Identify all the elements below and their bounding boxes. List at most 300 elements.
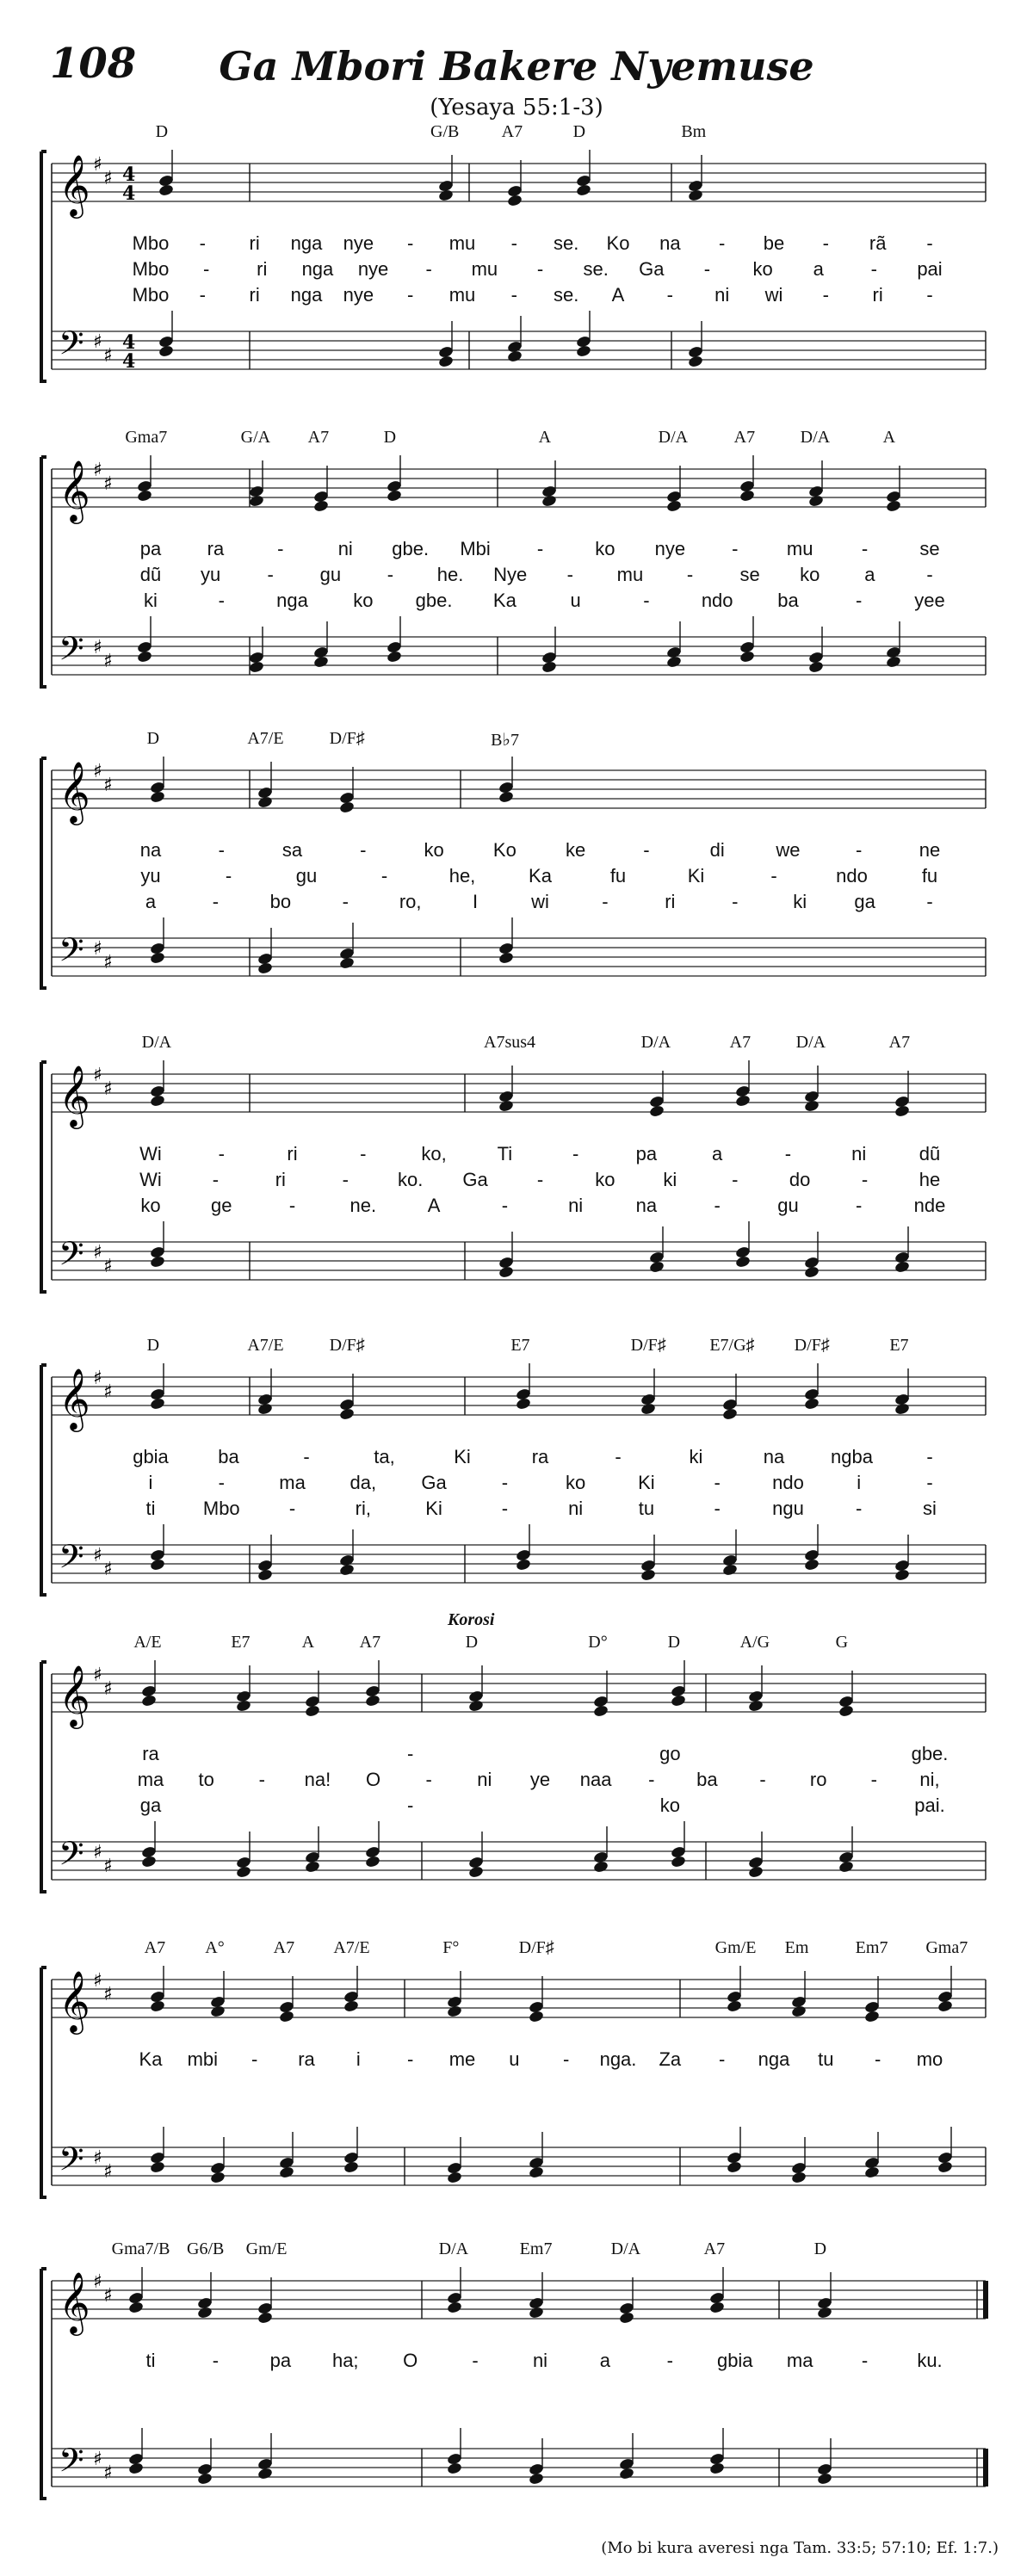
lyric-syllable: ko <box>424 839 444 861</box>
lyric-syllable: ko, <box>421 1143 447 1164</box>
lyric-syllable: - <box>199 284 206 306</box>
lyric-syllable: gbe. <box>392 538 430 559</box>
lyric-syllable: mu <box>471 258 498 280</box>
lyric-syllable: - <box>615 1446 622 1467</box>
time-signature: 4 <box>122 331 136 354</box>
lyric-syllable: Mbo <box>132 258 170 280</box>
lyric-syllable: Mbo <box>132 232 170 254</box>
lyric-syllable: Ti <box>497 1143 513 1164</box>
lyric-syllable: gbia <box>716 2350 753 2371</box>
treble-clef-icon: 𝄞 <box>59 1664 90 1727</box>
note-head <box>150 1999 166 2013</box>
hymn-number: 108 <box>50 40 137 88</box>
lyric-syllable: tu <box>818 2048 834 2070</box>
lyric-syllable: - <box>510 232 517 254</box>
lyric-syllable: a <box>599 2350 611 2371</box>
lyric-syllable: - <box>406 284 414 306</box>
lyric-syllable: O <box>403 2350 418 2371</box>
hymn-title: Ga Mbori Bakere Nyemuse <box>219 43 814 90</box>
lyric-syllable: ni <box>568 1195 584 1216</box>
lyric-syllable: we <box>776 839 801 861</box>
lyric-syllable: - <box>926 564 933 585</box>
lyric-syllable: ri, <box>355 1498 371 1519</box>
note-head <box>808 494 825 508</box>
note-head <box>817 2306 833 2320</box>
lyric-syllable: na <box>635 1195 658 1216</box>
time-signature: 4 <box>122 164 136 186</box>
note-head <box>249 494 265 508</box>
lyric-syllable: ga <box>139 1795 162 1816</box>
treble-clef-icon: 𝄞 <box>59 459 90 522</box>
note-head <box>886 655 902 669</box>
lyric-syllable: wi <box>531 891 549 912</box>
note-head <box>236 1865 252 1879</box>
note-head <box>894 1402 911 1416</box>
chord-symbol: Bm <box>681 122 707 141</box>
note-head <box>150 790 166 804</box>
lyric-syllable: na <box>659 232 681 254</box>
note-head <box>619 2467 635 2480</box>
lyric-syllable: na <box>763 1446 785 1467</box>
lyric-syllable: - <box>225 865 232 886</box>
note-head <box>387 489 403 503</box>
key-sharp-icon: ♯ <box>93 460 102 481</box>
lyric-syllable: - <box>686 564 694 585</box>
key-sharp-icon: ♯ <box>93 2271 102 2293</box>
note-head <box>541 494 558 508</box>
lyric-syllable: ni <box>337 538 353 559</box>
chord-symbol: A7 <box>729 1033 752 1052</box>
lyric-syllable: a <box>712 1143 723 1164</box>
score-system <box>0 1336 1033 1635</box>
chord-symbol: G/A <box>240 428 271 447</box>
lyric-syllable: pa <box>269 2350 292 2371</box>
lyric-syllable: - <box>784 1143 792 1164</box>
note-head <box>748 1865 764 1879</box>
note-head <box>894 1568 911 1582</box>
system-bracket <box>41 1662 46 1892</box>
score-system <box>0 2239 1033 2539</box>
lyric-syllable: - <box>267 564 274 585</box>
lyric-syllable: i <box>356 2048 361 2070</box>
lyric-syllable: - <box>822 284 829 306</box>
lyric-syllable: - <box>212 891 220 912</box>
note-head <box>529 2472 545 2486</box>
lyric-syllable: ki <box>793 891 807 912</box>
chord-symbol: A7 <box>703 2239 726 2258</box>
lyric-syllable: - <box>425 258 432 280</box>
lyric-syllable: ro <box>809 1769 827 1790</box>
lyric-syllable: - <box>732 891 739 912</box>
chord-symbol: D/F♯ <box>518 1938 554 1957</box>
chord-symbol: G6/B <box>186 2239 225 2258</box>
note-head <box>339 800 356 814</box>
lyric-syllable: ga <box>854 891 875 912</box>
note-head <box>150 1094 166 1108</box>
note-head <box>735 1094 752 1108</box>
score-system <box>0 729 1033 1029</box>
lyric-syllable: - <box>218 590 225 611</box>
chord-symbol: E7/G♯ <box>709 1336 755 1355</box>
note-head <box>529 2010 545 2023</box>
note-head <box>343 2160 360 2174</box>
lyric-syllable: Wi <box>139 1143 162 1164</box>
lyric-syllable: - <box>342 891 349 912</box>
note-head <box>640 1402 657 1416</box>
lyric-syllable: - <box>759 1769 766 1790</box>
lyric-syllable: - <box>501 1472 509 1493</box>
lyric-syllable: da, <box>349 1472 377 1493</box>
lyric-syllable: - <box>472 2350 479 2371</box>
lyric-syllable: - <box>732 1169 739 1190</box>
chord-symbol: A° <box>205 1938 225 1957</box>
lyric-syllable: nye <box>654 538 686 559</box>
lyric-syllable: ri <box>249 284 260 306</box>
lyric-syllable: a <box>813 258 824 280</box>
lyric-syllable: - <box>870 258 878 280</box>
note-head <box>447 2462 463 2475</box>
lyric-syllable: he <box>919 1169 941 1190</box>
note-head <box>438 355 455 368</box>
staff-graphic <box>0 1343 1033 1635</box>
lyric-syllable: A <box>427 1195 441 1216</box>
treble-clef-icon: 𝄞 <box>59 1367 90 1430</box>
lyric-syllable: ke <box>566 839 586 861</box>
lyric-syllable: dũ <box>919 1143 941 1164</box>
key-sharp-icon: ♯ <box>93 1970 102 1992</box>
lyric-syllable: ma <box>279 1472 306 1493</box>
note-head <box>649 1104 665 1118</box>
lyric-syllable: - <box>387 564 394 585</box>
lyric-syllable: - <box>714 1498 721 1519</box>
key-sharp-icon: ♯ <box>103 1559 113 1580</box>
lyric-syllable: - <box>856 1195 863 1216</box>
lyric-syllable: - <box>303 1446 310 1467</box>
lyric-syllable: - <box>562 2048 570 2070</box>
lyric-syllable: - <box>714 1195 721 1216</box>
lyric-syllable: ni, <box>919 1769 940 1790</box>
bass-clef-icon: 𝄢 <box>59 930 84 977</box>
chord-symbol: Gm/E <box>245 2239 288 2258</box>
key-sharp-icon: ♯ <box>103 2161 113 2183</box>
note-head <box>313 499 330 513</box>
chord-symbol: D/A <box>141 1033 172 1052</box>
lyric-syllable: ma <box>137 1769 164 1790</box>
lyric-syllable: Ka <box>492 590 516 611</box>
treble-clef-icon: 𝄞 <box>59 1969 90 2032</box>
chord-symbol: E7 <box>231 1633 251 1652</box>
lyric-syllable: nga <box>276 590 308 611</box>
note-head <box>541 660 558 674</box>
note-head <box>507 194 523 207</box>
lyric-syllable: ni <box>851 1143 867 1164</box>
lyric-syllable: ti <box>145 2350 156 2371</box>
note-head <box>150 1558 166 1572</box>
lyric-syllable: Za <box>659 2048 682 2070</box>
note-head <box>593 1860 609 1874</box>
lyric-syllable: Mbo <box>132 284 170 306</box>
note-head <box>838 1704 855 1718</box>
note-head <box>529 2306 545 2320</box>
chord-symbol: D <box>465 1633 479 1652</box>
lyric-syllable: Ko <box>492 839 516 861</box>
lyric-syllable: - <box>648 1769 655 1790</box>
note-head <box>735 1255 752 1269</box>
lyric-syllable: ndo <box>772 1472 804 1493</box>
lyric-syllable: - <box>199 232 206 254</box>
key-sharp-icon: ♯ <box>103 1678 113 1700</box>
lyric-syllable: - <box>212 1169 220 1190</box>
note-head <box>279 2165 295 2179</box>
lyric-syllable: yu <box>200 564 221 585</box>
lyric-syllable: bo <box>269 891 292 912</box>
lyric-syllable: ko <box>595 1169 615 1190</box>
lyric-syllable: be <box>763 232 785 254</box>
lyric-syllable: ndo <box>836 865 868 886</box>
note-head <box>937 1999 954 2013</box>
lyric-syllable: se <box>739 564 760 585</box>
lyric-syllable: nga <box>290 232 323 254</box>
bass-clef-icon: 𝄢 <box>59 2441 84 2487</box>
lyric-syllable: - <box>202 258 210 280</box>
note-head <box>804 1099 820 1113</box>
lyric-syllable: ko <box>800 564 820 585</box>
lyric-syllable: ri <box>287 1143 298 1164</box>
key-sharp-icon: ♯ <box>103 1381 113 1403</box>
note-head <box>128 2462 145 2475</box>
lyric-syllable: - <box>870 1769 878 1790</box>
lyric-syllable: - <box>861 538 869 559</box>
bass-clef-icon: 𝄢 <box>59 1834 84 1881</box>
note-head <box>516 1558 532 1572</box>
key-sharp-icon: ♯ <box>103 1078 113 1100</box>
lyric-syllable: tu <box>638 1498 655 1519</box>
note-head <box>498 951 515 965</box>
lyric-syllable: - <box>212 2350 220 2371</box>
note-head <box>150 1397 166 1411</box>
lyric-syllable: ko <box>752 258 773 280</box>
lyric-syllable: ki <box>144 590 158 611</box>
key-sharp-icon: ♯ <box>103 345 113 367</box>
lyric-syllable: he, <box>448 865 476 886</box>
note-head <box>748 1699 764 1713</box>
note-head <box>438 188 455 202</box>
lyric-syllable: - <box>360 839 367 861</box>
lyric-syllable: - <box>218 1472 225 1493</box>
lyric-syllable: pa <box>139 538 162 559</box>
note-head <box>137 650 153 664</box>
chord-symbol: G <box>835 1633 849 1652</box>
lyric-syllable: se <box>919 538 940 559</box>
note-head <box>894 1104 911 1118</box>
lyric-syllable: ri <box>665 891 676 912</box>
note-head <box>339 956 356 970</box>
lyric-syllable: Mbi <box>460 538 491 559</box>
chord-symbol: D <box>146 729 160 748</box>
note-head <box>141 1855 158 1869</box>
lyric-syllable: - <box>536 538 544 559</box>
note-head <box>722 1563 739 1577</box>
lyric-syllable: - <box>856 839 863 861</box>
note-head <box>576 183 592 197</box>
lyric-syllable: di <box>709 839 725 861</box>
chord-symbol: A <box>882 428 896 447</box>
lyric-syllable: - <box>861 1169 869 1190</box>
chord-symbol: F° <box>442 1938 460 1957</box>
lyric-syllable: A <box>611 284 625 306</box>
note-head <box>365 1694 381 1708</box>
lyric-syllable: ra <box>298 2048 315 2070</box>
lyric-syllable: fu <box>921 865 938 886</box>
key-sharp-icon: ♯ <box>103 2462 113 2484</box>
system-bracket <box>41 1365 46 1595</box>
note-head <box>365 1855 381 1869</box>
lyric-syllable: pai <box>917 258 943 280</box>
note-head <box>671 1855 687 1869</box>
key-sharp-icon: ♯ <box>93 1665 102 1686</box>
lyric-syllable: - <box>406 232 414 254</box>
note-head <box>150 951 166 965</box>
note-head <box>447 2171 463 2184</box>
bass-clef-icon: 𝄢 <box>59 2140 84 2186</box>
chord-symbol: Gma7/B <box>111 2239 170 2258</box>
bass-clef-icon: 𝄢 <box>59 1234 84 1281</box>
note-head <box>141 1694 158 1708</box>
note-head <box>688 188 704 202</box>
note-head <box>128 2301 145 2314</box>
lyric-syllable: - <box>703 258 711 280</box>
staff-graphic <box>0 1945 1033 2238</box>
system-bracket <box>41 2269 46 2499</box>
chorus-label: Korosi <box>448 1610 495 1629</box>
note-head <box>894 1260 911 1274</box>
chord-symbol: G/B <box>430 122 460 141</box>
chord-symbol: D/F♯ <box>630 1336 666 1355</box>
lyric-syllable: - <box>602 891 609 912</box>
lyric-syllable: - <box>926 1446 933 1467</box>
lyric-syllable: Ka <box>139 2048 163 2070</box>
lyric-syllable: gu <box>319 564 342 585</box>
score-system <box>0 122 1033 422</box>
score-system <box>0 428 1033 727</box>
treble-clef-icon: 𝄞 <box>59 153 90 216</box>
note-head <box>507 349 523 363</box>
lyric-syllable: Ga <box>421 1472 447 1493</box>
lyric-syllable: - <box>360 1143 367 1164</box>
lyric-syllable: u <box>509 2048 520 2070</box>
lyric-syllable: ko <box>140 1195 161 1216</box>
lyric-syllable: mu <box>786 538 813 559</box>
note-head <box>447 2005 463 2018</box>
chord-symbol: A7 <box>888 1033 911 1052</box>
note-head <box>666 499 683 513</box>
chord-symbol: D° <box>588 1633 608 1652</box>
lyric-syllable: nye <box>343 232 374 254</box>
lyric-syllable: - <box>425 1769 432 1790</box>
lyric-syllable: Ko <box>606 232 630 254</box>
lyric-syllable: - <box>666 284 673 306</box>
chord-symbol: A/E <box>133 1633 162 1652</box>
lyric-syllable: ki <box>663 1169 677 1190</box>
lyric-syllable: - <box>218 1143 225 1164</box>
lyric-syllable: ni <box>568 1498 584 1519</box>
lyric-syllable: pa <box>635 1143 658 1164</box>
lyric-syllable: ra <box>207 538 225 559</box>
lyric-syllable: nga. <box>599 2048 637 2070</box>
key-sharp-icon: ♯ <box>93 1368 102 1389</box>
lyric-syllable: ge <box>211 1195 232 1216</box>
chord-symbol: Em7 <box>855 1938 888 1957</box>
key-sharp-icon: ♯ <box>103 1984 113 2005</box>
note-head <box>804 1558 820 1572</box>
note-head <box>387 650 403 664</box>
note-head <box>688 355 704 368</box>
lyric-syllable: - <box>718 232 726 254</box>
lyric-syllable: a <box>145 891 157 912</box>
note-head <box>468 1699 485 1713</box>
chord-symbol: D/F♯ <box>794 1336 830 1355</box>
note-head <box>838 1860 855 1874</box>
lyric-syllable: - <box>926 1472 933 1493</box>
lyric-syllable: ko <box>353 590 374 611</box>
note-head <box>709 2462 726 2475</box>
note-head <box>257 1402 274 1416</box>
note-head <box>804 1397 820 1411</box>
lyric-syllable: mbi <box>187 2048 219 2070</box>
lyric-syllable: - <box>380 865 388 886</box>
lyric-syllable: - <box>822 232 829 254</box>
lyric-syllable: dũ <box>139 564 162 585</box>
lyric-syllable: - <box>501 1195 509 1216</box>
chord-symbol: Em <box>784 1938 809 1957</box>
chord-symbol: B♭7 <box>491 731 519 750</box>
chord-symbol: Gma7 <box>125 428 168 447</box>
lyric-syllable: Ga <box>639 258 665 280</box>
lyric-syllable: ma <box>786 2350 813 2371</box>
key-sharp-icon: ♯ <box>93 1242 102 1263</box>
lyric-syllable: ti <box>145 1498 156 1519</box>
chord-symbol: A7 <box>307 428 330 447</box>
lyric-syllable: na <box>139 839 162 861</box>
footer-note: (Mo bi kura averesi nga Tam. 33:5; 57:10; Ef. 1:7.) <box>601 2539 999 2557</box>
chord-symbol: D/A <box>800 428 831 447</box>
note-head <box>210 2005 226 2018</box>
lyric-syllable: ra <box>142 1743 159 1764</box>
note-head <box>257 1568 274 1582</box>
note-head <box>516 1397 532 1411</box>
lyric-syllable: nye <box>357 258 389 280</box>
lyric-syllable: ba <box>777 590 799 611</box>
system-bracket <box>41 151 46 381</box>
lyric-syllable: to <box>198 1769 214 1790</box>
lyric-syllable: - <box>666 2350 673 2371</box>
score-system <box>0 1938 1033 2238</box>
chord-symbol: D <box>383 428 397 447</box>
treble-clef-icon: 𝄞 <box>59 2270 90 2333</box>
lyric-syllable: naa <box>579 1769 612 1790</box>
chord-symbol: A7sus4 <box>483 1033 536 1052</box>
lyric-syllable: fu <box>609 865 627 886</box>
lyric-syllable: se. <box>553 232 579 254</box>
lyric-syllable: gu <box>295 865 318 886</box>
lyric-syllable: Ki <box>454 1446 471 1467</box>
chord-symbol: D/F♯ <box>329 1336 365 1355</box>
lyric-syllable: gbe. <box>415 590 453 611</box>
lyric-syllable: - <box>926 232 933 254</box>
note-head <box>150 2160 166 2174</box>
lyric-syllable: yu <box>140 865 161 886</box>
lyric-syllable: ba <box>218 1446 239 1467</box>
